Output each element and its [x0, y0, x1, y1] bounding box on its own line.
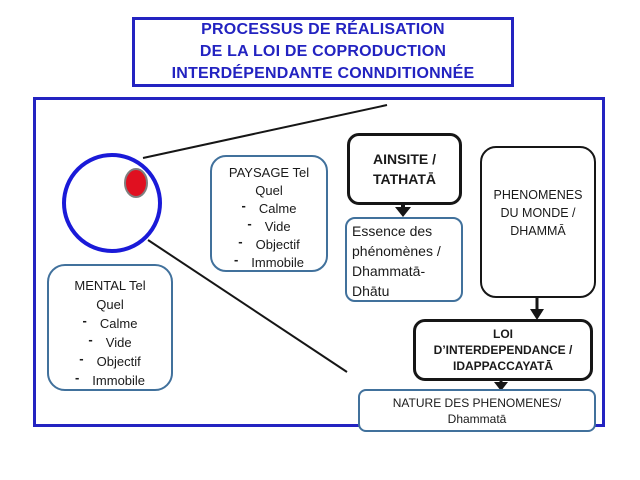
- phenomenes-line-1: PHENOMENES: [493, 188, 583, 202]
- loi-line-1: LOI: [493, 327, 513, 341]
- paysage-item: - Objectif: [238, 234, 300, 252]
- mental-item: - Objectif: [79, 351, 141, 369]
- mental-title-line-2: Quel: [96, 297, 124, 312]
- dash-bullet: -: [74, 370, 80, 385]
- loi-box: [413, 319, 593, 381]
- paysage-box: [210, 155, 328, 272]
- nature-line-2: Dhammatā: [447, 411, 507, 426]
- mental-item: - Calme: [82, 313, 138, 331]
- arrow-ainsite-essence-head: [395, 207, 411, 217]
- slide-title-line-3: INTERDÉPENDANTE CONNDITIONNÉE: [171, 65, 475, 82]
- essence-text: Essence des phénomènes / Dhammatā-Dhātu: [352, 223, 441, 299]
- dash-bullet: -: [241, 198, 246, 213]
- mental-title-line-1: MENTAL Tel: [74, 278, 146, 293]
- mind-circle: [64, 155, 160, 251]
- mental-item: - Immobile: [74, 370, 146, 388]
- paysage-title-line-2: Quel: [255, 183, 283, 198]
- paysage-title-line-1: PAYSAGE Tel: [228, 165, 310, 180]
- dash-bullet: -: [247, 216, 252, 231]
- nature-line-1: NATURE DES PHENOMENES/: [392, 395, 562, 410]
- paysage-item: - Calme: [241, 198, 297, 216]
- essence-box: [345, 217, 463, 302]
- red-dot: [125, 169, 147, 197]
- phenomenes-box: [480, 146, 596, 298]
- ainsite-line-1: AINSITE /: [372, 151, 436, 167]
- nature-box: [358, 389, 596, 432]
- mental-item: - Vide: [88, 332, 132, 350]
- dash-bullet: -: [88, 332, 93, 347]
- dash-bullet: -: [233, 252, 239, 267]
- paysage-item: - Immobile: [233, 252, 305, 270]
- phenomenes-line-3: DHAMMĀ: [510, 224, 566, 238]
- slide-title-line-1: PROCESSUS DE RÉALISATION: [201, 21, 445, 38]
- dash-bullet: -: [79, 351, 84, 366]
- loi-line-2: D’INTERDEPENDANCE /: [433, 343, 573, 357]
- dash-bullet: -: [238, 234, 243, 249]
- paysage-item: - Vide: [247, 216, 291, 234]
- slide-title-line-2: DE LA LOI DE COPRODUCTION: [199, 43, 447, 60]
- ainsite-line-2: TATHATĀ: [373, 171, 436, 187]
- loi-line-3: IDAPPACCAYATĀ: [452, 359, 554, 373]
- dash-bullet: -: [82, 313, 87, 328]
- mental-box: [47, 264, 173, 391]
- ainsite-box: [347, 133, 462, 205]
- phenomenes-line-2: DU MONDE /: [500, 206, 576, 220]
